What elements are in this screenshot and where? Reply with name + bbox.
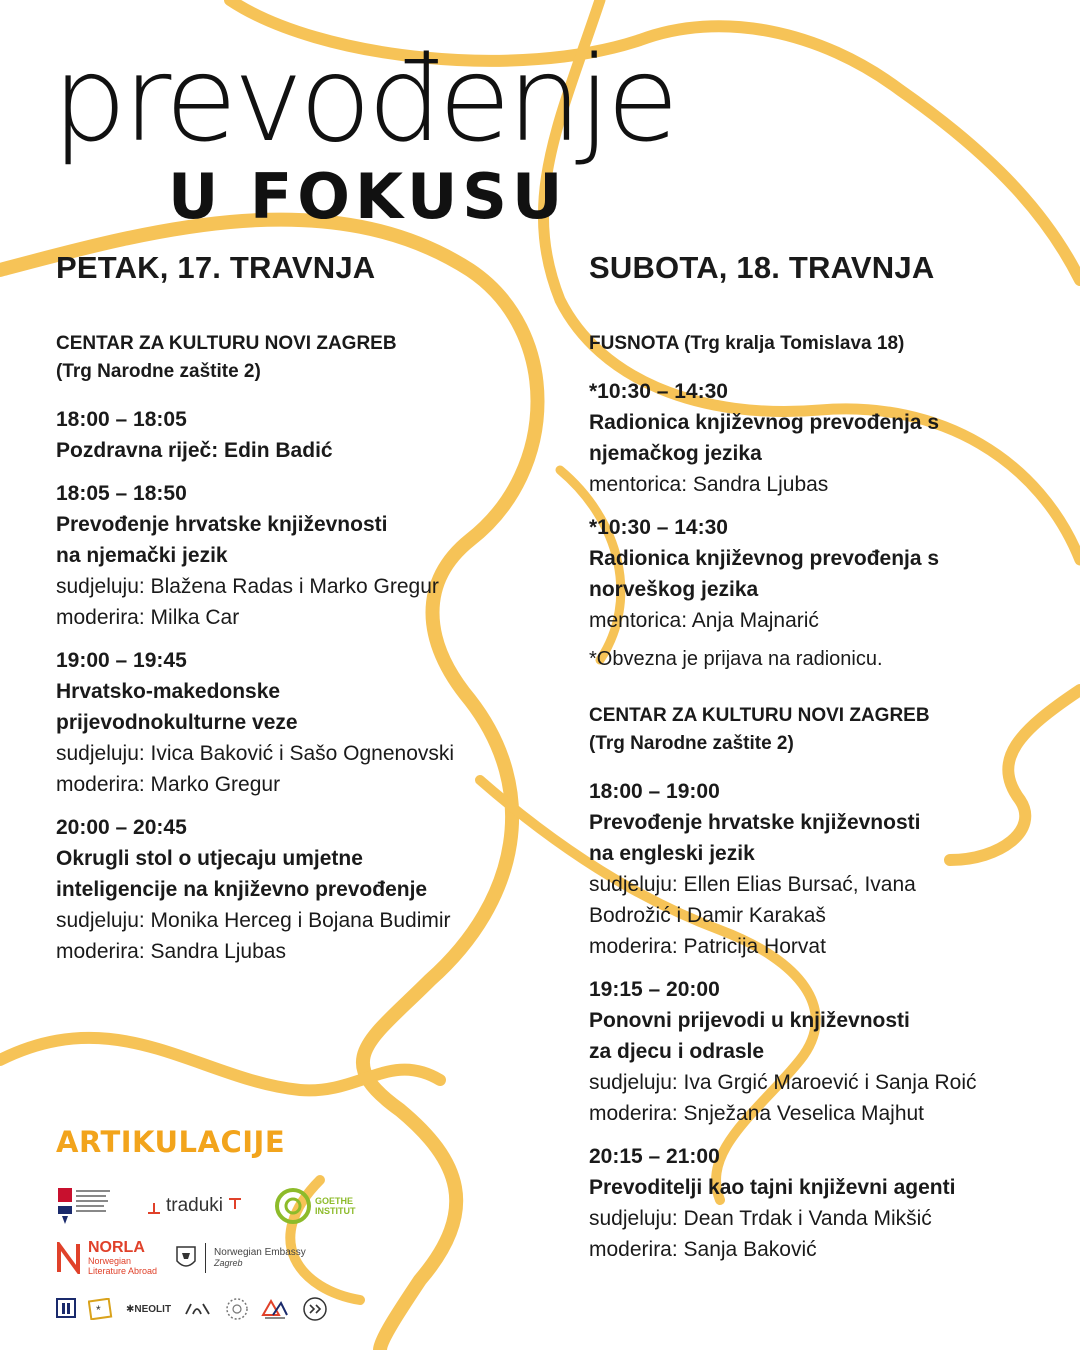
sponsor-logos-row-2 (56, 1240, 306, 1276)
partner-logo-icon (261, 1297, 289, 1321)
goethe-wordmark: INSTITUT (315, 1206, 356, 1216)
event-moderator: moderira: Patricija Horvat (589, 935, 826, 958)
event-name: inteligencije na književno prevođenje (56, 878, 428, 901)
event-moderator: moderira: Marko Gregur (56, 773, 281, 796)
schedule-event (56, 645, 556, 800)
norla-logo (56, 1240, 157, 1276)
event-mentor: mentorica: Sandra Ljubas (589, 473, 829, 496)
partner-logo-icon (88, 1298, 114, 1320)
saturday-schedule (589, 250, 1059, 1277)
event-mentor: mentorica: Anja Majnarić (589, 609, 819, 632)
event-name: Prevoditelji kao tajni književni agenti (589, 1176, 956, 1199)
event-name: Okrugli stol o utjecaju umjetne (56, 847, 363, 870)
norla-subtitle: Literature Abroad (88, 1266, 158, 1276)
traduki-logo (148, 1195, 241, 1217)
sponsor-logos-row-1 (56, 1186, 356, 1226)
event-name: na engleski jezik (589, 842, 755, 865)
workshop-event (589, 376, 1059, 500)
event-name: Radionica književnog prevođenja s (589, 411, 940, 434)
venue-block (589, 702, 1059, 758)
event-time: 19:00 – 19:45 (56, 649, 187, 672)
event-name: Prevođenje hrvatske književnosti (56, 513, 388, 536)
event-time: 20:00 – 20:45 (56, 816, 187, 839)
event-name: norveškog jezika (589, 578, 759, 601)
traduki-wordmark: traduki (166, 1195, 224, 1216)
ministry-crest-icon (56, 1186, 114, 1226)
embassy-city: Zagreb (214, 1258, 243, 1268)
event-moderator: moderira: Sanja Baković (589, 1238, 817, 1261)
partner-logo-icon (183, 1300, 213, 1318)
event-participants: Bodrožić i Damir Karakaš (589, 904, 826, 927)
norla-wordmark: NORLA (88, 1239, 145, 1256)
event-time: 20:15 – 21:00 (589, 1145, 720, 1168)
venue-block (589, 330, 1059, 358)
event-participants: sudjeluju: Ellen Elias Bursać, Ivana (589, 873, 916, 896)
event-time: *10:30 – 14:30 (589, 380, 728, 403)
lion-crest-icon (175, 1245, 197, 1271)
schedule-event (589, 1141, 1059, 1265)
workshop-event (589, 512, 1059, 636)
venue-address: (Trg Narodne zaštite 2) (56, 361, 261, 382)
star-icon: ✱ (126, 1303, 135, 1315)
norla-icon (56, 1242, 82, 1274)
event-title: prevođenje (52, 30, 676, 168)
venue-name: FUSNOTA (Trg kralja Tomislava 18) (589, 333, 905, 354)
svg-text:*: * (96, 1303, 101, 1317)
venue-block (56, 330, 556, 386)
event-participants: sudjeluju: Iva Grgić Maroević i Sanja Roić (589, 1071, 977, 1094)
partner-logo-icon (301, 1296, 329, 1322)
event-name: Ponovni prijevodi u književnosti (589, 1009, 910, 1032)
event-name: njemačkog jezika (589, 442, 762, 465)
event-participants: sudjeluju: Blažena Radas i Marko Gregur (56, 575, 439, 598)
event-subtitle: U FOKUSU (168, 160, 568, 233)
schedule-event (56, 478, 556, 633)
event-moderator: moderira: Milka Car (56, 606, 240, 629)
schedule-event (589, 974, 1059, 1129)
schedule-event (589, 776, 1059, 962)
registration-note: *Obvezna je prijava na radionicu. (589, 648, 883, 670)
day-heading-saturday: SUBOTA, 18. TRAVNJA (589, 250, 935, 285)
sponsor-logos-row-3 (56, 1296, 329, 1322)
event-time: 18:00 – 18:05 (56, 408, 187, 431)
event-name: prijevodnokulturne veze (56, 711, 298, 734)
schedule-event (56, 812, 556, 967)
event-moderator: moderira: Sandra Ljubas (56, 940, 286, 963)
partner-logo-icon (56, 1298, 76, 1320)
goethe-wordmark: GOETHE (315, 1196, 354, 1206)
friday-schedule (56, 250, 556, 979)
goethe-icon (275, 1188, 311, 1224)
day-heading-friday: PETAK, 17. TRAVNJA (56, 250, 376, 285)
event-name: Pozdravna riječ: Edin Badić (56, 439, 333, 462)
venue-name: CENTAR ZA KULTURU NOVI ZAGREB (589, 705, 930, 726)
event-time: 18:05 – 18:50 (56, 482, 187, 505)
venue-name: CENTAR ZA KULTURU NOVI ZAGREB (56, 333, 397, 354)
event-participants: sudjeluju: Ivica Baković i Sašo Ognenovski (56, 742, 455, 765)
event-participants: sudjeluju: Dean Trdak i Vanda Mikšić (589, 1207, 932, 1230)
event-name: Radionica književnog prevođenja s (589, 547, 940, 570)
event-time: 18:00 – 19:00 (589, 780, 720, 803)
event-time: 19:15 – 20:00 (589, 978, 720, 1001)
neolit-logo (126, 1304, 171, 1315)
event-name: na njemački jezik (56, 544, 228, 567)
event-time: *10:30 – 14:30 (589, 516, 728, 539)
norwegian-embassy-logo (175, 1243, 306, 1273)
event-name: za djecu i odrasle (589, 1040, 765, 1063)
partner-logo-icon (225, 1297, 249, 1321)
event-name: Prevođenje hrvatske književnosti (589, 811, 921, 834)
artikulacije-logo: ARTIKULACIJE (56, 1125, 286, 1159)
venue-address: (Trg Narodne zaštite 2) (589, 733, 794, 754)
norla-subtitle: Norwegian (88, 1256, 132, 1266)
event-name: Hrvatsko-makedonske (56, 680, 281, 703)
event-participants: sudjeluju: Monika Herceg i Bojana Budimir (56, 909, 451, 932)
goethe-institut-logo (275, 1188, 356, 1224)
schedule-event (56, 404, 556, 466)
embassy-name: Norwegian Embassy (214, 1247, 306, 1258)
event-moderator: moderira: Snježana Veselica Majhut (589, 1102, 925, 1125)
neolit-wordmark: NEOLIT (134, 1303, 172, 1315)
